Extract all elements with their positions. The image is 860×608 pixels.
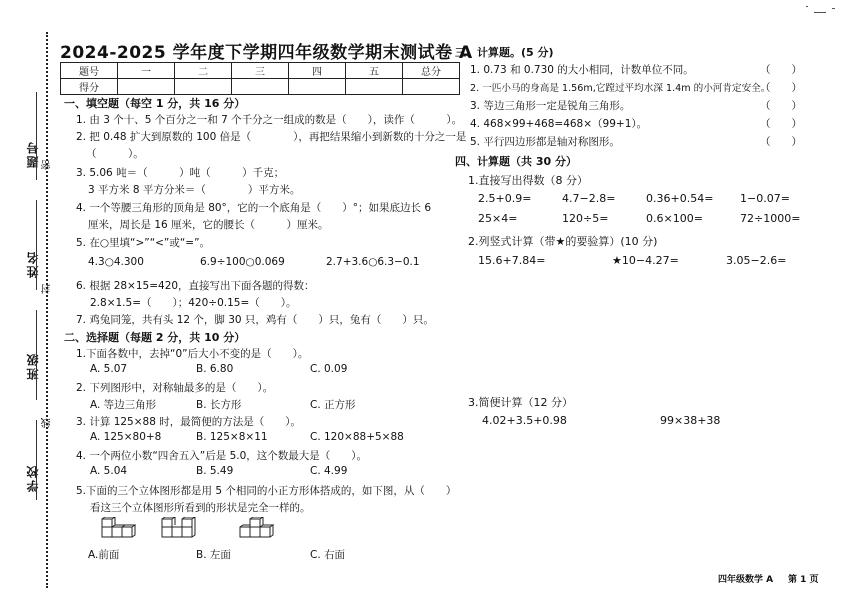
cube-figure-2 bbox=[160, 517, 196, 541]
section3-heading: 三、计算题。(5 分) bbox=[455, 46, 554, 59]
fill-question-5: 5. 在○里填“>”“<”或“=”。 bbox=[76, 237, 211, 249]
choice-3-option-b[interactable]: B. 125×8×11 bbox=[196, 431, 268, 443]
compare-item-3: 2.7+3.6○6.3−0.1 bbox=[326, 256, 420, 268]
oral-calc-2: 4.7−2.8= bbox=[562, 192, 616, 205]
footer-subject: 四年级数学 A bbox=[718, 575, 774, 585]
score-table-score-row bbox=[61, 79, 460, 95]
choice-3-option-a[interactable]: A. 125×80+8 bbox=[90, 431, 162, 443]
choice-question-2: 2. 下列图形中，对称轴最多的是（ ）。 bbox=[76, 382, 274, 394]
simple-calc-2: 99×38+38 bbox=[660, 414, 721, 427]
binding-rule bbox=[36, 310, 37, 400]
choice-question-1: 1.下面各数中，去掉“0”后大小不变的是（ ）。 bbox=[76, 348, 309, 360]
judge-answer-3[interactable]: （ ） bbox=[760, 100, 802, 112]
judge-item-4: 4. 468×99+468=468×（99+1）。 bbox=[470, 118, 648, 130]
simple-calc-1: 4.02+3.5+0.98 bbox=[482, 414, 567, 427]
cube-figure-1 bbox=[100, 517, 136, 541]
judge-item-2: 2. 一匹小马的身高是 1.56m,它蹚过平均水深 1.4m 的小河肯定安全。 bbox=[470, 83, 771, 94]
choice-1-option-b[interactable]: B. 6.80 bbox=[196, 363, 234, 375]
judge-answer-1[interactable]: （ ） bbox=[760, 64, 802, 76]
score-cell: 一 bbox=[118, 63, 175, 79]
choice-2-option-a[interactable]: A. 等边三角形 bbox=[90, 399, 157, 411]
vertical-calc-2: ★10−4.27= bbox=[612, 254, 679, 267]
footer-page-number: 第 1 页 bbox=[788, 575, 819, 585]
choice-2-option-c[interactable]: C. 正方形 bbox=[310, 399, 356, 411]
choice-4-option-a[interactable]: A. 5.04 bbox=[90, 465, 128, 477]
binding-mark-seal: 密 bbox=[42, 160, 53, 170]
compare-item-1: 4.3○4.300 bbox=[88, 256, 144, 268]
vertical-calc-3: 3.05−2.6= bbox=[726, 254, 787, 267]
fill-question-1: 1. 由 3 个十、5 个百分之一和 7 个千分之一组成的数是（ ），读作（ ）。 bbox=[76, 114, 463, 126]
binding-rule bbox=[36, 200, 37, 290]
vertical-calc-1: 15.6+7.84= bbox=[478, 254, 546, 267]
choice-3-option-c[interactable]: C. 120×88+5×88 bbox=[310, 431, 404, 443]
fill-question-6: 6. 根据 28×15=420，直接写出下面各题的得数： bbox=[76, 280, 315, 292]
compare-item-2: 6.9÷100○0.069 bbox=[200, 256, 285, 268]
binding-label-class: 班级 bbox=[26, 352, 40, 380]
fill-question-2-cont: （ ）。 bbox=[86, 148, 144, 160]
binding-label-name: 姓名 bbox=[26, 250, 40, 278]
score-input-cell[interactable] bbox=[289, 79, 346, 95]
oral-calc-4: 1−0.07= bbox=[740, 192, 790, 205]
binding-label-school: 学校 bbox=[26, 464, 40, 492]
score-input-cell[interactable] bbox=[403, 79, 460, 95]
score-cell: 总分 bbox=[403, 63, 460, 79]
oral-calc-8: 72÷1000= bbox=[740, 212, 801, 225]
score-table bbox=[60, 62, 460, 95]
cube-figure-3 bbox=[238, 517, 278, 541]
oral-calc-6: 120÷5= bbox=[562, 212, 609, 225]
oral-calc-3: 0.36+0.54= bbox=[646, 192, 714, 205]
score-cell: 得分 bbox=[61, 79, 118, 95]
score-table-header-row bbox=[61, 63, 460, 79]
fill-question-3-cont: 3 平方米 8 平方分米＝（ ）平方米。 bbox=[88, 184, 301, 196]
judge-answer-4[interactable]: （ ） bbox=[760, 118, 802, 130]
binding-mark-line: 线 bbox=[42, 418, 53, 428]
choice-4-option-b[interactable]: B. 5.49 bbox=[196, 465, 234, 477]
scan-speck bbox=[804, 4, 844, 20]
judge-item-1: 1. 0.73 和 0.730 的大小相同，计数单位不同。 bbox=[470, 64, 694, 76]
score-input-cell[interactable] bbox=[175, 79, 232, 95]
binding-label-question-no: 题号 bbox=[26, 140, 40, 168]
choice-question-3: 3. 计算 125×88 时，最简便的方法是（ ）。 bbox=[76, 416, 301, 428]
score-cell: 五 bbox=[346, 63, 403, 79]
score-input-cell[interactable] bbox=[346, 79, 403, 95]
binding-dotted-line bbox=[46, 32, 48, 588]
choice-5-option-b[interactable]: B. 左面 bbox=[196, 549, 231, 561]
fill-question-4: 4. 一个等腰三角形的顶角是 80°，它的一个底角是（ ）°；如果底边长 6 bbox=[76, 202, 432, 214]
exam-title: 2024-2025 学年度下学期四年级数学期末测试卷 A bbox=[60, 43, 473, 63]
score-cell: 四 bbox=[289, 63, 346, 79]
section4-part2-heading: 2.列竖式计算（带★的要验算）(10 分) bbox=[468, 235, 658, 248]
oral-calc-1: 2.5+0.9= bbox=[478, 192, 532, 205]
section4-heading: 四、计算题（共 30 分） bbox=[455, 155, 577, 168]
fill-question-6-cont: 2.8×1.5=（ ）；420÷0.15=（ ）。 bbox=[90, 297, 297, 309]
score-cell: 题号 bbox=[61, 63, 118, 79]
choice-5-option-c[interactable]: C. 右面 bbox=[310, 549, 346, 561]
score-cell: 三 bbox=[232, 63, 289, 79]
score-input-cell[interactable] bbox=[232, 79, 289, 95]
choice-1-option-a[interactable]: A. 5.07 bbox=[90, 363, 128, 375]
choice-2-option-b[interactable]: B. 长方形 bbox=[196, 399, 242, 411]
oral-calc-7: 0.6×100= bbox=[646, 212, 703, 225]
choice-1-option-c[interactable]: C. 0.09 bbox=[310, 363, 348, 375]
binding-rule bbox=[36, 420, 37, 500]
choice-question-5: 5.下面的三个立体图形都是用 5 个相同的小正方形体搭成的，如下图，从（ ） bbox=[76, 485, 457, 497]
fill-question-2: 2. 把 0.48 扩大到原数的 100 倍是（ ），再把结果缩小到新数的十分之一是 bbox=[76, 131, 467, 143]
section4-part1-heading: 1.直接写出得数（8 分） bbox=[468, 174, 588, 187]
fill-question-4-cont: 厘米，周长是 16 厘米，它的腰长（ ）厘米。 bbox=[88, 219, 329, 231]
choice-4-option-c[interactable]: C. 4.99 bbox=[310, 465, 348, 477]
judge-item-5: 5. 平行四边形都是轴对称图形。 bbox=[470, 136, 620, 148]
judge-answer-5[interactable]: （ ） bbox=[760, 136, 802, 148]
section1-heading: 一、填空题（每空 1 分，共 16 分） bbox=[64, 97, 246, 110]
score-input-cell[interactable] bbox=[118, 79, 175, 95]
judge-item-3: 3. 等边三角形一定是锐角三角形。 bbox=[470, 100, 631, 112]
section2-heading: 二、选择题（每题 2 分，共 10 分） bbox=[64, 331, 246, 344]
section4-part3-heading: 3.简便计算（12 分） bbox=[468, 396, 573, 409]
choice-5-option-a[interactable]: A.前面 bbox=[88, 549, 120, 561]
fill-question-3: 3. 5.06 吨＝（ ）吨（ ）千克； bbox=[76, 167, 285, 179]
oral-calc-5: 25×4= bbox=[478, 212, 518, 225]
fill-question-7: 7. 鸡兔同笼，共有头 12 个，脚 30 只，鸡有（ ）只，兔有（ ）只。 bbox=[76, 314, 434, 326]
binding-rule bbox=[36, 92, 37, 180]
judge-answer-2[interactable]: （ ） bbox=[760, 82, 802, 94]
choice-question-5-cont: 看这三个立体图形所看到的形状是完全一样的。 bbox=[90, 502, 311, 514]
choice-question-4: 4. 一个两位小数“四舍五入”后是 5.0，这个数最大是（ ）。 bbox=[76, 450, 368, 462]
score-cell: 二 bbox=[175, 63, 232, 79]
binding-mark-fold: 封 bbox=[42, 284, 53, 294]
